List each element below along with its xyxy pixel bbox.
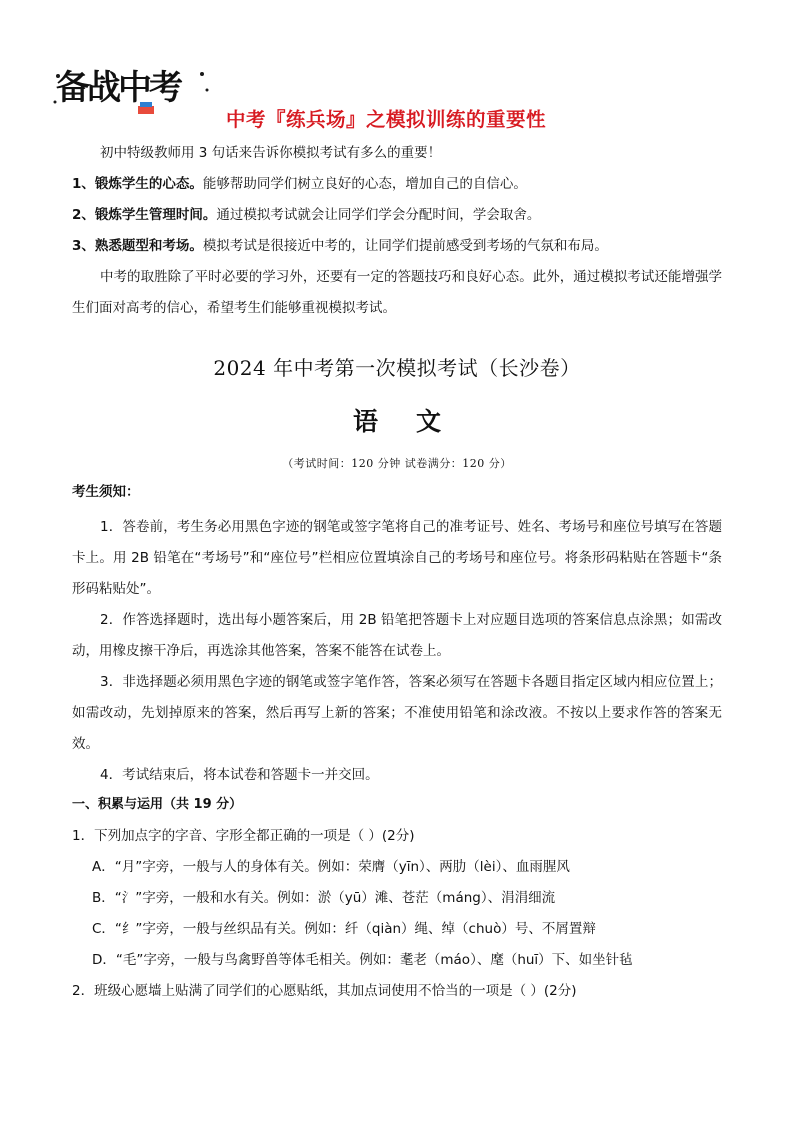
intro-closing: 中考的取胜除了平时必要的学习外，还要有一定的答题技巧和良好心态。此外，通过模拟考试还能增强学生们面对高考的信心，希望考生们能够重视模拟考试。: [72, 269, 722, 316]
intro-point-2: 2、锻炼学生管理时间。通过模拟考试就会让同学们学会分配时间，学会取舍。: [72, 207, 541, 223]
q1-option-c: C．“纟”字旁，一般与丝织品有关。例如：纤（qiàn）绳、绰（chuò）号、不屑置辩: [92, 921, 596, 937]
exam-timing: （考试时间：120 分钟 试卷满分：120 分）: [282, 457, 512, 470]
intro-point-1: 1、锻炼学生的心态。能够帮助同学们树立良好的心态，增加自己的自信心。: [72, 176, 527, 192]
notice-item-4: 4．考试结束后，将本试卷和答题卡一并交回。: [100, 767, 379, 783]
intro-point-3: 3、熟悉题型和考场。模拟考试是很接近中考的，让同学们提前感受到考场的气氛和布局。: [72, 238, 608, 254]
question-1: 1．下列加点字的字音、字形全都正确的一项是（ ）(2分): [72, 828, 415, 844]
q1-option-a: A．“月”字旁，一般与人的身体有关。例如：荣膺（yīn）、两肋（lèi）、血雨腥风: [92, 859, 570, 875]
notice-item-2: 2．作答选择题时，选出每小题答案后，用 2B 铅笔把答题卡上对应题目选项的答案信息点涂黑；如需改动，用橡皮擦干净后，再选涂其他答案，答案不能答在试卷上。: [72, 612, 722, 659]
notice-item-3: 3．非选择题必须用黑色字迹的钢笔或签字笔作答，答案必须写在答题卡各题目指定区域内相应位置上；如需改动，先划掉原来的答案，然后再写上新的答案；不准使用铅笔和涂改液。不按以上要求作答的答案无效。: [72, 674, 722, 752]
exam-title: 2024 年中考第一次模拟考试（长沙卷）: [213, 356, 581, 380]
section-heading: 一、积累与运用（共 19 分）: [72, 797, 243, 812]
q1-option-d: D．“毛”字旁，一般与鸟禽野兽等体毛相关。例如：耄老（máo）、麾（huī）下、如坐针毡: [92, 952, 633, 968]
banner-title: 中考『练兵场』之模拟训练的重要性: [226, 108, 547, 131]
notice-item-1: 1．答卷前，考生务必用黑色字迹的钢笔或签字笔将自己的准考证号、姓名、考场号和座位号填写在答题卡上。用 2B 铅笔在“考场号”和“座位号”栏相应位置填涂自己的考场号和座位号。将条形码粘贴在答题卡“条形码粘贴处”。: [72, 519, 722, 597]
question-2: 2．班级心愿墙上贴满了同学们的心愿贴纸，其加点词使用不恰当的一项是（ ）(2分): [72, 983, 577, 999]
notice-heading: 考生须知：: [72, 484, 140, 500]
subject-title: 语文: [352, 407, 479, 436]
intro-lead: 初中特级教师用 3 句话来告诉你模拟考试有多么的重要！: [100, 145, 442, 161]
q1-option-b: B．“氵”字旁，一般和水有关。例如：淤（yū）滩、苍茫（máng）、涓涓细流: [92, 890, 556, 906]
logo-text: 备战中考: [56, 68, 180, 108]
